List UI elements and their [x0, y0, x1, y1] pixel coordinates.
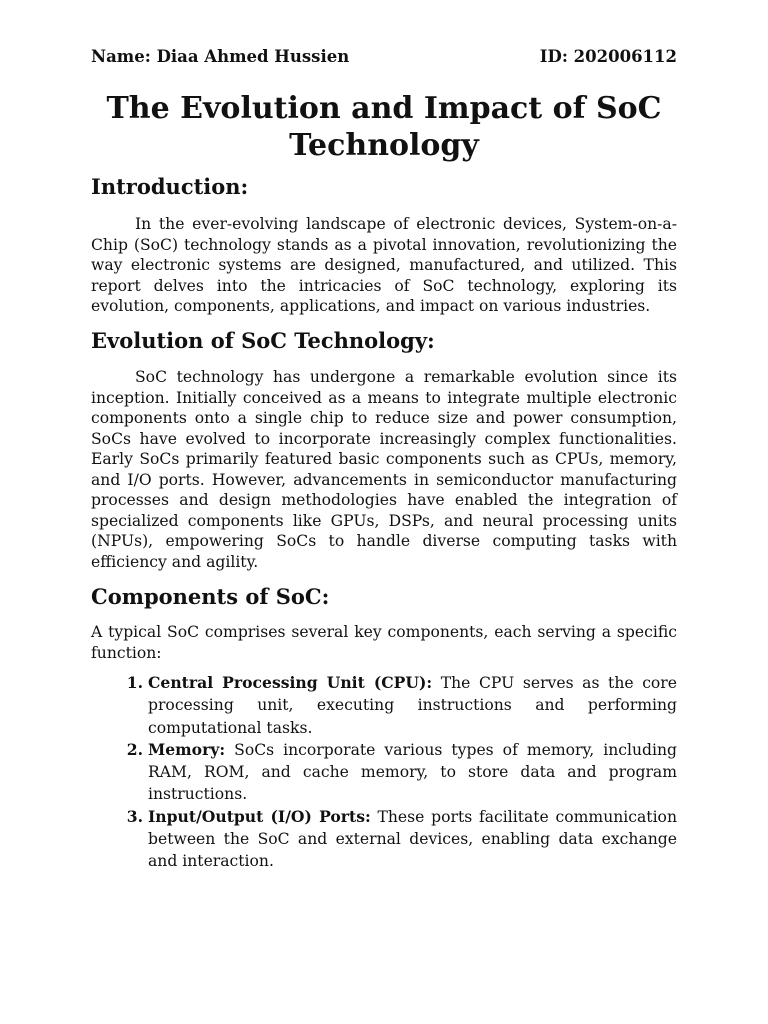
evolution-heading: Evolution of SoC Technology: [91, 328, 435, 353]
student-id: ID: 202006112 [539, 47, 677, 66]
document-title [91, 90, 677, 164]
list-item-body [148, 739, 677, 806]
list-item [91, 672, 677, 739]
introduction-paragraph: In the ever-evolving landscape of electronic devices, System-on-a-Chip (SoC) technology stands as a pivotal innovation, revolutionizing the way electronic systems are designed, manufactured, and utilized. This report delves into the intricacies of SoC technology, exploring its evolution, components, applications, and impact on various industries. [91, 215, 677, 315]
list-item-number: 2. [126, 739, 143, 759]
components-heading: Components of SoC: [91, 584, 330, 609]
list-item-term: Central Processing Unit (CPU): [148, 673, 433, 692]
introduction-heading: Introduction: [91, 174, 249, 199]
components-list [91, 672, 677, 873]
list-item-number: 1. [126, 673, 143, 692]
document-header [91, 45, 677, 69]
document-page [91, 0, 677, 1024]
list-item-term: Memory: [148, 739, 226, 759]
list-item-term: Input/Output (I/O) Ports: [148, 806, 371, 826]
list-item-body [148, 806, 677, 873]
list-item-body [148, 672, 677, 739]
list-item-text: SoCs incorporate various types of memory, including RAM, ROM, and cache memory, to store data and program instructions. [148, 740, 677, 804]
list-item [91, 806, 677, 873]
list-item-number: 3. [126, 806, 143, 826]
list-item-text: These ports facilitate communication between the SoC and external devices, enabling data exchange and interaction. [148, 807, 677, 871]
list-item [91, 739, 677, 806]
evolution-paragraph: SoC technology has undergone a remarkable evolution since its inception. Initially conceived as a means to integrate multiple electronic components onto a single chip to reduce size and power consumption, SoCs have evolved to incorporate increasingly complex functionalities. Early SoCs primarily featured basic components such as CPUs, memory, and I/O ports. However, advancements in semiconductor manufacturing processes and design methodologies have enabled the integration of specialized components like GPUs, DSPs, and neural processing units (NPUs), empowering SoCs to handle diverse computing tasks with efficiency and agility. [91, 368, 677, 571]
document-title-line-2: Technology [289, 128, 479, 163]
document-title-line-1: The Evolution and Impact of SoC [106, 91, 662, 126]
components-intro-paragraph: A typical SoC comprises several key components, each serving a specific function: [91, 623, 677, 662]
author-name: Name: Diaa Ahmed Hussien [91, 47, 350, 66]
list-item-text: The CPU serves as the core processing unit, executing instructions and performing computational tasks. [148, 674, 677, 737]
